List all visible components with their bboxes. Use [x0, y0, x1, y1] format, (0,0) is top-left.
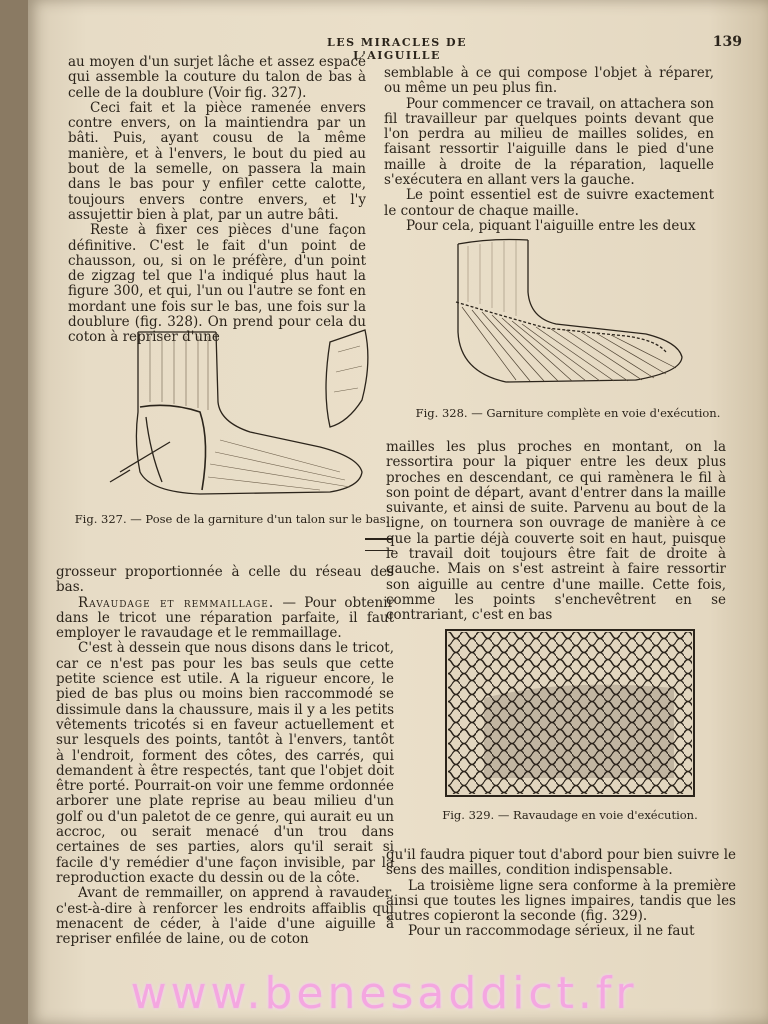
figure-327-sock-heel	[90, 322, 390, 507]
paragraph: au moyen d'un surjet lâche et assez espacé qui assemble la couture du talon de bas à celle de la doublure (Voir fig. 327).	[68, 54, 366, 101]
paragraph: Avant de remmailler, on apprend à ravauder, c'est-à-dire à renforcer les endroits affaiblis qui menacent de céder, à l'aide d'une aiguille à repriser enfilée de laine, ou de coton	[56, 885, 394, 948]
paragraph: grosseur proportionnée à celle du réseau des bas.	[56, 564, 394, 596]
paragraph: semblable à ce qui compose l'objet à réparer, ou même un peu plus fin.	[384, 65, 714, 97]
section-intro: — Pour obtenir dans le tricot une réparation parfaite, il faut employer le ravaudage et le remmaillage.	[56, 594, 394, 642]
watermark: www.benesaddict.fr	[130, 968, 638, 1019]
figure-329-darning-mesh	[444, 628, 696, 798]
paragraph: La troisième ligne sera conforme à la première ainsi que toutes les lignes impaires, tandis que les autres copieront la seconde (fig. 329).	[386, 877, 736, 925]
figure-328-caption: Fig. 328. — Garniture complète en voie d'exécution.	[415, 406, 721, 420]
left-column-top	[68, 55, 366, 346]
right-column-top	[384, 66, 714, 234]
paragraph: Pour commencer ce travail, on attachera son fil travailleur par quelques points devant que l'on perdra au milieu de mailles solides, en faisant ressortir l'aiguille dans le pied d'une maille à droite de la réparation, laquelle s'exécutera en allant vers la gauche.	[384, 95, 714, 189]
right-column-mid	[386, 440, 726, 624]
paragraph: Pour un raccommodage sérieux, il ne faut	[408, 923, 695, 940]
page-number: 139	[712, 34, 742, 50]
paragraph: Pour cela, piquant l'aiguille entre les deux	[406, 217, 696, 234]
paragraph: mailles les plus proches en montant, on la ressortira pour la piquer entre les deux plus proches en descendant, ce qui ramènera le fil à son point de départ, avant d'entrer dans la maille suivante, et ainsi de suite. Parvenu au bout de la ligne, on tournera son ouvrage de manière à ce que la partie déjà couverte soit en haut, puisque le travail doit toujours être fait de droite à gauche. Mais on s'est astreint à faire ressortir son aiguille au centre d'une maille. Cette fois, comme les points s'enchevêtrent en se contrariant, c'est en bas	[386, 439, 726, 624]
figure-329-caption: Fig. 329. — Ravaudage en voie d'exécution.	[442, 808, 698, 822]
paragraph: Ceci fait et la pièce ramenée envers contre envers, on la maintiendra par un bâti. Puis, ayant cousu de la même manière, et à l'envers, le bout du pied au bout de la semelle, on passera la main dans le bas pour y enfiler cette calotte, toujours envers contre envers, et l'y assujettir bien à plat, par un autre bâti.	[68, 99, 366, 223]
section-paragraph	[56, 596, 394, 642]
paragraph: qu'il faudra piquer tout d'abord pour bien suivre le sens des mailles, condition indispensable.	[386, 847, 736, 879]
figure-328-sock-lining	[446, 232, 686, 392]
section-title: Ravaudage et remmaillage.	[78, 594, 275, 611]
paragraph: Le point essentiel est de suivre exactement le contour de chaque maille.	[384, 187, 714, 219]
right-column-bottom	[386, 848, 736, 940]
paragraph: Reste à fixer ces pièces d'une façon définitive. C'est le fait d'un point de chausson, ou, si on le préfère, d'un point de zigzag tel que l'a indiqué plus haut la figure 300, et qui, l'un ou l'autre se font en mordant une fois sur le bas, une fois sur la doublure (fig. 328). On prend pour cela du coton à repriser d'une	[68, 222, 366, 346]
paragraph: C'est à dessein que nous disons dans le tricot, car ce n'est pas pour les bas seuls que cette petite science est utile. A la rigueur encore, le pied de bas plus ou moins bien raccommodé se dissimule dans la chaussure, mais il y a les petits vêtements tricotés si en faveur actuellement et sur lesquels des points, tantôt à l'envers, tantôt à l'endroit, forment des côtes, des carrés, qui demandent à être respectés, tant que l'objet doit être porté. Pourrait-on voir une femme ordonnée arborer une plate reprise au beau milieu d'un golf ou d'un paletot de ce genre, qui aurait eu un accroc, ou serait menacé d'un trou dans certaines de ses parties, alors qu'il serait si facile d'y remédier d'une façon invisible, par la reproduction exacte du dessin ou de la côte.	[56, 640, 394, 886]
left-column-bottom	[56, 565, 394, 947]
figure-327-caption: Fig. 327. — Pose de la garniture d'un talon sur le bas.	[74, 512, 390, 526]
running-head: LES MIRACLES DE L'AIGUILLE	[327, 36, 467, 62]
